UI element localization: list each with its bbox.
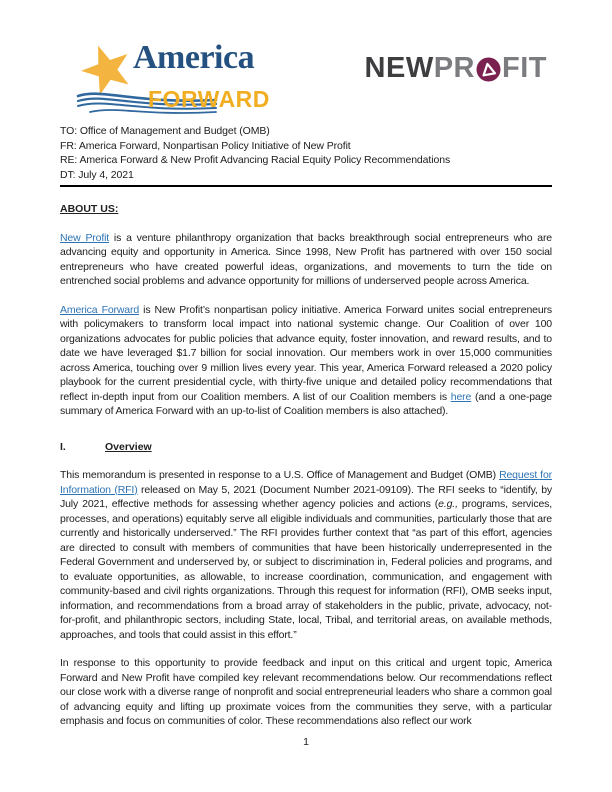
america-forward-logo bbox=[76, 39, 286, 118]
new-profit-wordmark-pr: PR bbox=[433, 52, 475, 84]
overview-paragraph-1-lead: This memorandum is presented in response to a U.S. Office of Management and Budget (OMB) bbox=[60, 469, 500, 481]
overview-title: Overview bbox=[105, 440, 152, 453]
memo-from-line: FR: America Forward, Nonpartisan Policy Initiative of New Profit bbox=[60, 139, 351, 152]
coalition-members-here-link[interactable]: here bbox=[450, 390, 472, 403]
about-paragraph-1 bbox=[60, 231, 552, 289]
about-paragraph-2-tail: (and a one-page summary of America Forward with an up-to-list of Coalition members is also attached). bbox=[60, 390, 552, 417]
overview-paragraph-1 bbox=[60, 468, 552, 642]
about-paragraph-1-text: is a venture philanthropy organization that backs breakthrough social entrepreneurs who are advancing equity and opportunity in America. Since 1998, New Profit has partnered with over 150 social entrepreneurs who have created powerful ideas, organizations, and movements to turn the tide on entrenched social problems and advance opportunity for millions of underserved people across America. bbox=[60, 231, 552, 287]
overview-paragraph-1-rest: programs, services, processes, and operations) equitably serve all eligible individuals and communities, particularly those that are currently and historically underserved.” The RFI provides further context that “as part of this effort, agencies are directed to consult with members of communities that have been historically underrepresented in the Federal Government and underserved by, or subject to discrimination in, Federal policies and programs, and to evaluate opportunities, as allowable, to increase coordination, communication, and engagement with community-based and civil rights organizations. Through this request for information (RFI), OMB seeks input, information, and recommendations from a broad array of stakeholders in the public, private, advocacy, not-for-profit, and philanthropic sectors, including State, local, Tribal, and territorial areas, on available methods, approaches, and tools that could assist in this effort.” bbox=[60, 498, 552, 641]
overview-section-heading bbox=[60, 440, 552, 455]
new-profit-wordmark-fit: FIT bbox=[502, 52, 547, 84]
memo-to-line: TO: Office of Management and Budget (OMB) bbox=[60, 125, 270, 137]
memo-date-line: DT: July 4, 2021 bbox=[60, 168, 134, 181]
america-forward-wordmark-forward: FORWARD bbox=[148, 86, 270, 112]
about-paragraph-2-text: is New Profit’s nonpartisan policy initiative. America Forward unites social entrepreneurs with policymakers to transform local impact into national systemic change. Our Coalition of over 100 organizations advocates for public policies that advance equity, foster innovation, and reward results, and to date we have leveraged $1.7 billion for social innovation. Our members work in over 15,000 communities across America, touching over 9 million lives every year. This year, America Forward released a 2020 policy playbook for the current presidential cycle, with thirty-five unique and detailed policy recommendations that reflect in-depth input from our Coalition members. A list of our Coalition members is bbox=[60, 303, 552, 403]
overview-paragraph-1-eg: e.g., bbox=[438, 498, 458, 510]
overview-paragraph-1-mid: released on May 5, 2021 (Document Number 2021-09109). The RFI seeks to “identify, by July 2021, effective methods for assessing whether agency policies and actions ( bbox=[60, 483, 552, 510]
rfi-link[interactable]: Request for Information (RFI) bbox=[60, 469, 552, 496]
logo-header bbox=[60, 39, 552, 118]
header-divider bbox=[60, 185, 552, 187]
new-profit-wordmark-new: NEW bbox=[364, 52, 434, 84]
new-profit-o-icon bbox=[476, 57, 501, 82]
overview-numeral: I. bbox=[60, 440, 66, 453]
page-number: 1 bbox=[303, 736, 309, 748]
memo-re-line: RE: America Forward & New Profit Advancing Racial Equity Policy Recommendations bbox=[60, 154, 451, 166]
about-paragraph-2 bbox=[60, 303, 552, 419]
overview-paragraph-2: In response to this opportunity to provide feedback and input on this critical and urgent topic, America Forward and New Profit have compiled key relevant recommendations below. Our recommendations reflect our close work with a diverse range of nonprofit and social entrepreneurial leaders who share a common goal of advancing equity and lifting up proximate voices from the communities they serve, with a particular emphasis and focus on communities of color. These recommendations also reflect our work bbox=[60, 657, 552, 727]
memo-header bbox=[60, 124, 552, 182]
about-us-heading: ABOUT US: bbox=[60, 203, 119, 215]
new-profit-link[interactable]: New Profit bbox=[60, 231, 110, 244]
new-profit-logo bbox=[365, 54, 547, 83]
america-forward-wordmark-america: America bbox=[133, 39, 255, 76]
america-forward-link[interactable]: America Forward bbox=[60, 303, 140, 316]
